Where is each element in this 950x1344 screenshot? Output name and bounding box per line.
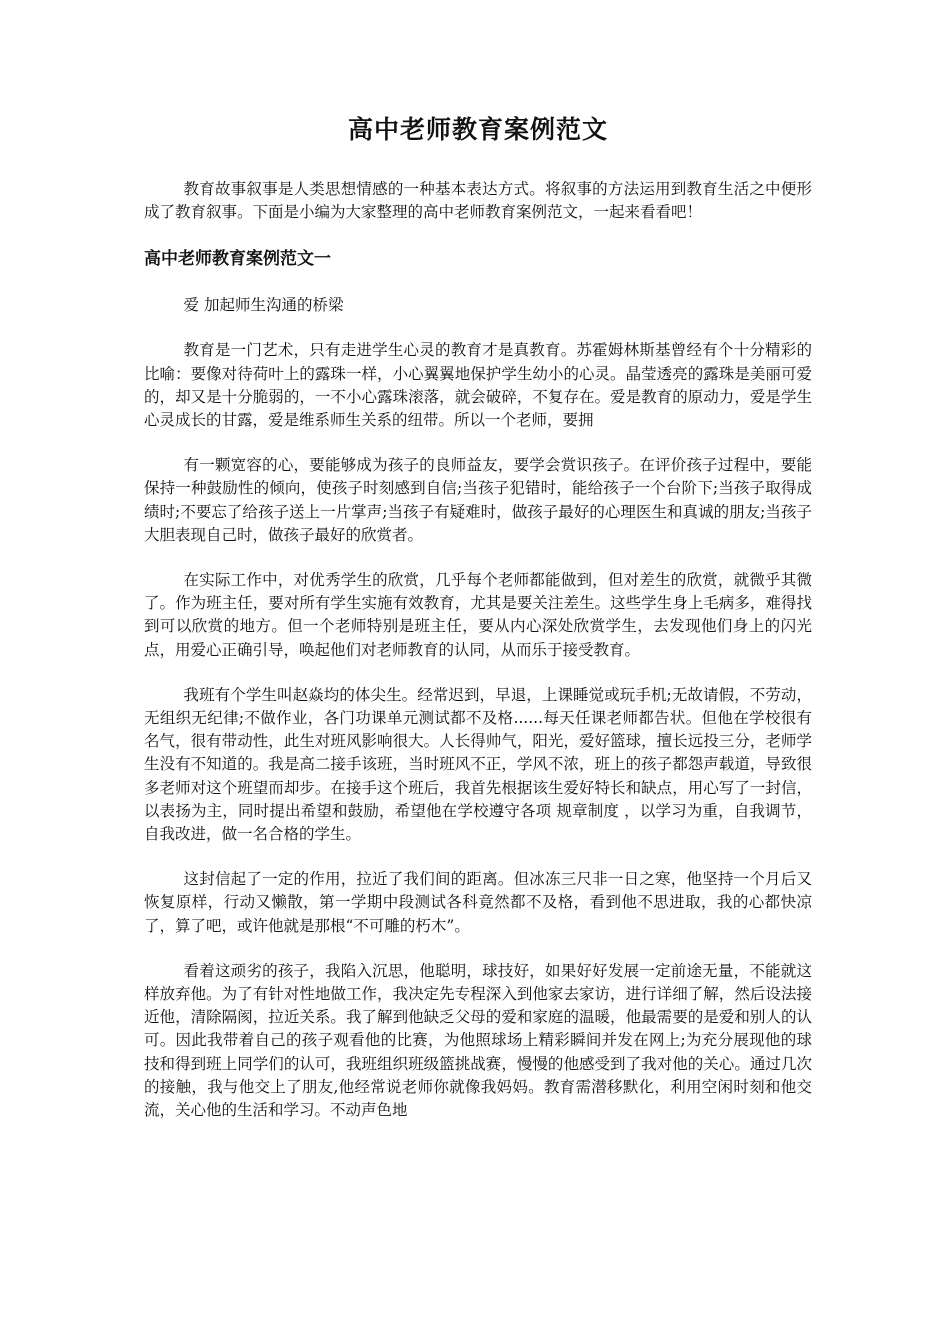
body-paragraph: 看着这顽劣的孩子，我陷入沉思，他聪明，球技好，如果好好发展一定前途无量，不能就这样放弃他。为了有针对性地做工作，我决定先专程深入到他家去家访，进行详细了解，然后设法接近他，清除隔阂，拉近关系。我了解到他缺乏父母的爱和家庭的温暖，他最需要的是爱和别人的认可。因此我带着自己的孩子观看他的比赛，为他照球场上精彩瞬间并发在网上;为充分展现他的球技和得到班上同学们的认可，我班组织班级篮挑战赛，慢慢的他感受到了我对他的关心。通过几次的接触，我与他交上了朋友,他经常说老师你就像我妈妈。教育需潜移默化，利用空闲时刻和他交流，关心他的生活和学习。不动声色地 xyxy=(144,961,812,1120)
section-subtitle: 爱 加起师生沟通的桥梁 xyxy=(183,296,344,315)
document-page xyxy=(144,112,812,1144)
body-paragraph: 我班有个学生叫赵焱均的体尖生。经常迟到，早退，上课睡觉或玩手机;无故请假，不劳动，无组织无纪律;不做作业，各门功课单元测试都不及格......每天任课老师都告状。但他在学校很有名气，很有带动性，此生对班风影响很大。人长得帅气，阳光，爱好篮球，擅长远投三分，老师学生没有不知道的。我是高二接手该班，当时班风不正，学风不浓，班上的孩子都怨声载道，导致很多老师对这个班望而却步。在接手这个班后，我首先根据该生爱好特长和缺点，用心写了一封信，以表扬为主，同时提出希望和鼓励，希望他在学校遵守各项 规章制度 ，以学习为重，自我调节，自我改进，做一名合格的学生。 xyxy=(144,685,812,844)
body-paragraph: 这封信起了一定的作用，拉近了我们间的距离。但冰冻三尺非一日之寒，他坚持一个月后又恢复原样，行动又懒散，第一学期中段测试各科竟然都不及格，看到他不思进取，我的心都快凉了，算了吧，或许他就是那根“不可雕的朽木”。 xyxy=(144,870,812,935)
body-paragraph: 有一颗宽容的心，要能够成为孩子的良师益友，要学会赏识孩子。在评价孩子过程中，要能保持一种鼓励性的倾向，使孩子时刻感到自信;当孩子犯错时，能给孩子一个台阶下;当孩子取得成绩时;不要忘了给孩子送上一片掌声;当孩子有疑难时，做孩子最好的心理医生和真诚的朋友;当孩子大胆表现自己时，做孩子最好的欣赏者。 xyxy=(144,456,812,544)
intro-paragraph: 教育故事叙事是人类思想情感的一种基本表达方式。将叙事的方法运用到教育生活之中便形成了教育叙事。下面是小编为大家整理的高中老师教育案例范文，一起来看看吧！ xyxy=(144,180,812,222)
section-heading: 高中老师教育案例范文一 xyxy=(144,249,331,270)
body-paragraph: 教育是一门艺术，只有走进学生心灵的教育才是真教育。苏霍姆林斯基曾经有个十分精彩的比喻：要像对待荷叶上的露珠一样，小心翼翼地保护学生幼小的心灵。晶莹透亮的露珠是美丽可爱的，却又是十分脆弱的，一不小心露珠滚落，就会破碎，不复存在。爱是教育的原动力，爱是学生心灵成长的甘露，爱是维系师生关系的纽带。所以一个老师，要拥 xyxy=(144,341,812,430)
document-title: 高中老师教育案例范文 xyxy=(347,115,608,144)
body-paragraph: 在实际工作中，对优秀学生的欣赏，几乎每个老师都能做到，但对差生的欣赏，就微乎其微了。作为班主任，要对所有学生实施有效教育，尤其是要关注差生。这些学生身上毛病多，难得找到可以欣赏的地方。但一个老师特别是班主任，要从内心深处欣赏学生，去发现他们身上的闪光点，用爱心正确引导，唤起他们对老师教育的认同，从而乐于接受教育。 xyxy=(144,571,812,659)
